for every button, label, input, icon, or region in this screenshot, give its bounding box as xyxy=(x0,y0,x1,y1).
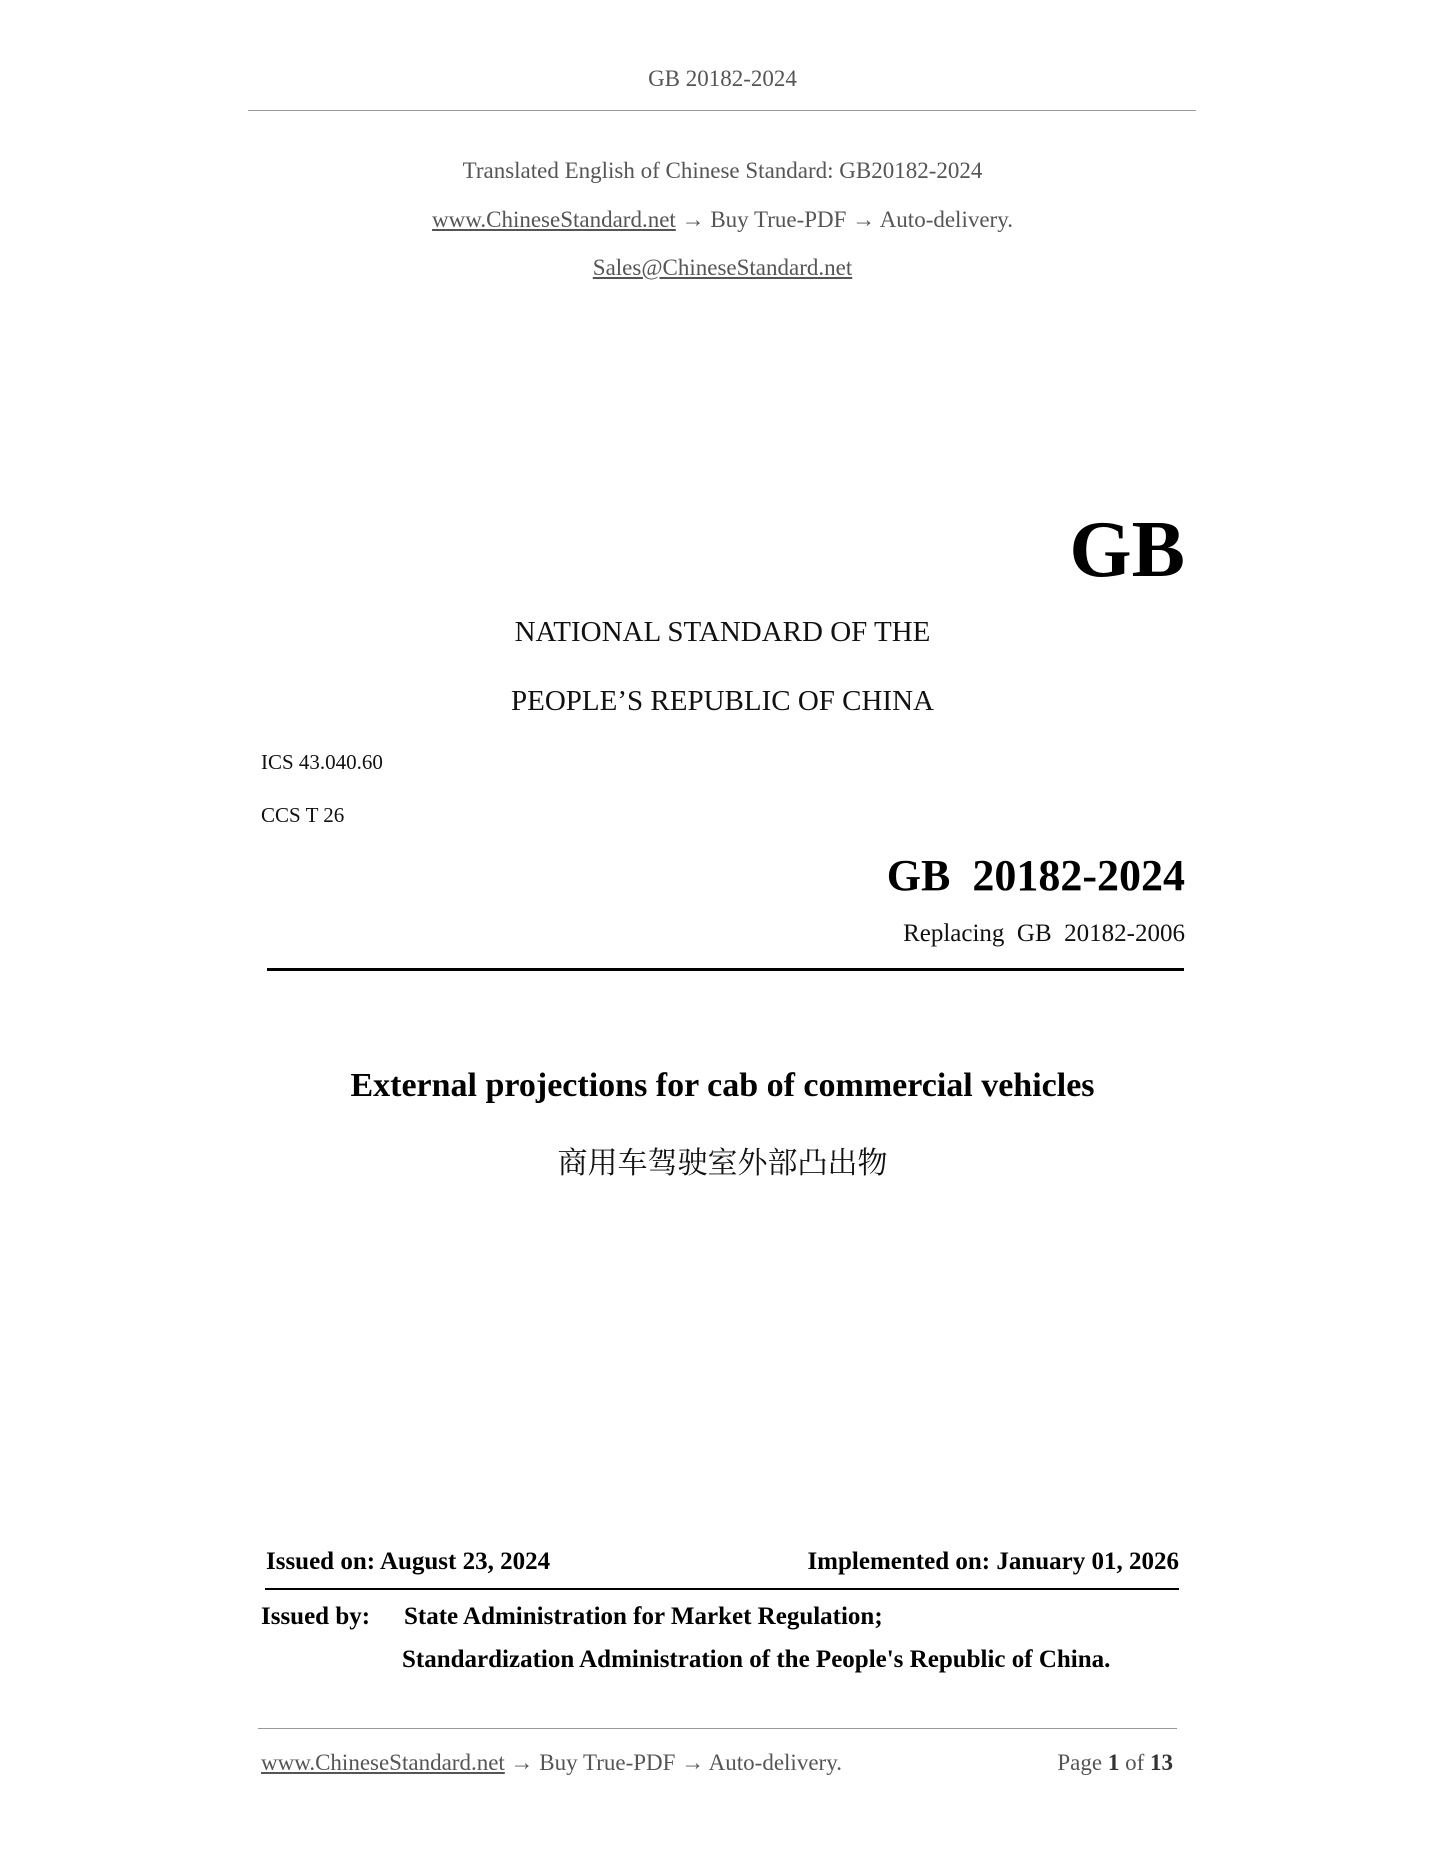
purchase-notice xyxy=(0,207,1445,233)
footer-delivery-text: Auto-delivery. xyxy=(708,1750,842,1775)
footer-buy-text: Buy True-PDF xyxy=(539,1750,676,1775)
translation-notice: Translated English of Chinese Standard: GB20182-2024 xyxy=(462,158,983,183)
arrow-icon: → xyxy=(681,1750,705,1775)
document-title-chinese: 商用车驾驶室外部凸出物 xyxy=(557,1146,888,1181)
document-title: External projections for cab of commercial vehicles xyxy=(350,1067,1095,1104)
buy-text: Buy True-PDF xyxy=(710,207,847,232)
page-total: 13 xyxy=(1150,1750,1173,1775)
delivery-text: Auto-delivery. xyxy=(879,207,1013,232)
issued-on-date: Issued on: August 23, 2024 xyxy=(266,1548,551,1575)
footer-purchase-notice xyxy=(261,1750,842,1776)
standard-number: GB 20182-2024 xyxy=(886,851,1185,900)
ics-code: ICS 43.040.60 xyxy=(261,750,383,774)
national-standard-heading: NATIONAL STANDARD OF THE xyxy=(514,616,931,648)
email-link[interactable]: Sales@ChineseStandard.net xyxy=(592,255,853,280)
dates-divider xyxy=(265,1588,1179,1590)
issued-by-label: Issued by: xyxy=(261,1603,371,1630)
website-link[interactable]: www.ChineseStandard.net xyxy=(432,207,676,232)
ccs-code: CCS T 26 xyxy=(261,803,345,827)
page-number: 1 xyxy=(1107,1750,1120,1775)
page-indicator xyxy=(1057,1750,1173,1776)
arrow-icon: → xyxy=(852,207,876,232)
footer-website-link[interactable]: www.ChineseStandard.net xyxy=(261,1750,505,1775)
running-header: GB 20182-2024 xyxy=(648,66,797,91)
title-divider xyxy=(267,968,1184,971)
email-line xyxy=(0,255,1445,281)
issuer-sac: Standardization Administration of the People's Republic of China. xyxy=(402,1646,1111,1673)
gb-mark: GB xyxy=(1069,506,1185,594)
issuer-samr: State Administration for Market Regulation; xyxy=(404,1603,883,1630)
page-label: Page xyxy=(1057,1750,1103,1775)
arrow-icon: → xyxy=(510,1750,534,1775)
implemented-on-date: Implemented on: January 01, 2026 xyxy=(807,1548,1179,1575)
arrow-icon: → xyxy=(681,207,705,232)
footer-divider xyxy=(258,1728,1177,1729)
country-heading: PEOPLE’S REPUBLIC OF CHINA xyxy=(511,685,934,717)
replacing-note: Replacing GB 20182-2006 xyxy=(903,920,1185,947)
header-divider xyxy=(248,110,1196,111)
of-label: of xyxy=(1125,1750,1145,1775)
